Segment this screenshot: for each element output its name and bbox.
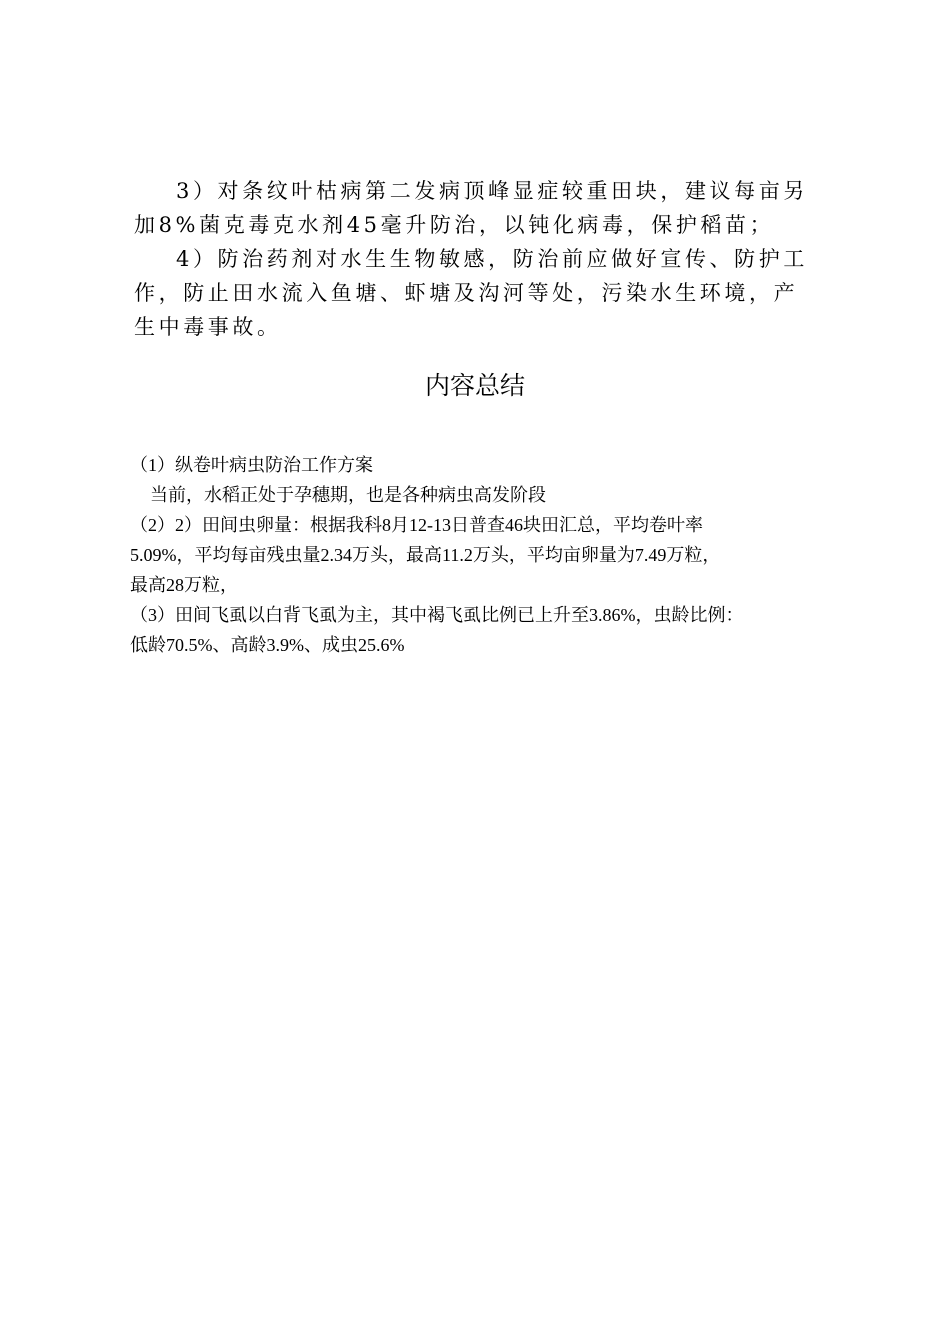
summary-line-1: （1）纵卷叶病虫防治工作方案 xyxy=(130,455,373,475)
summary-line-3: （2）2）田间虫卵量：根据我科8月12-13日普查46块田汇总，平均卷叶率 xyxy=(130,515,703,535)
paragraph-item-3: 3）对条纹叶枯病第二发病顶峰显症较重田块，建议每亩另加8%菌克毒克水剂45毫升防治，以钝化病毒，保护稻苗； xyxy=(134,179,808,237)
summary-line-7: 低龄70.5%、高龄3.9%、成虫25.6% xyxy=(130,635,405,655)
summary-line-4: 5.09%，平均每亩残虫量2.34万头，最高11.2万头，平均亩卵量为7.49万粒， xyxy=(130,545,721,565)
summary-line-5: 最高28万粒， xyxy=(130,575,238,595)
summary-title: 内容总结 xyxy=(424,371,525,400)
paragraph-item-4: 4）防治药剂对水生生物敏感，防治前应做好宣传、防护工作，防止田水流入鱼塘、虾塘及沟河等处，污染水生环境，产生中毒事故。 xyxy=(134,247,808,339)
summary-line-2: 当前，水稻正处于孕穗期，也是各种病虫高发阶段 xyxy=(150,485,546,505)
summary-line-6: （3）田间飞虱以白背飞虱为主，其中褐飞虱比例已上升至3.86%，虫龄比例： xyxy=(130,605,744,625)
body-text xyxy=(134,174,814,344)
summary-section xyxy=(130,450,830,660)
